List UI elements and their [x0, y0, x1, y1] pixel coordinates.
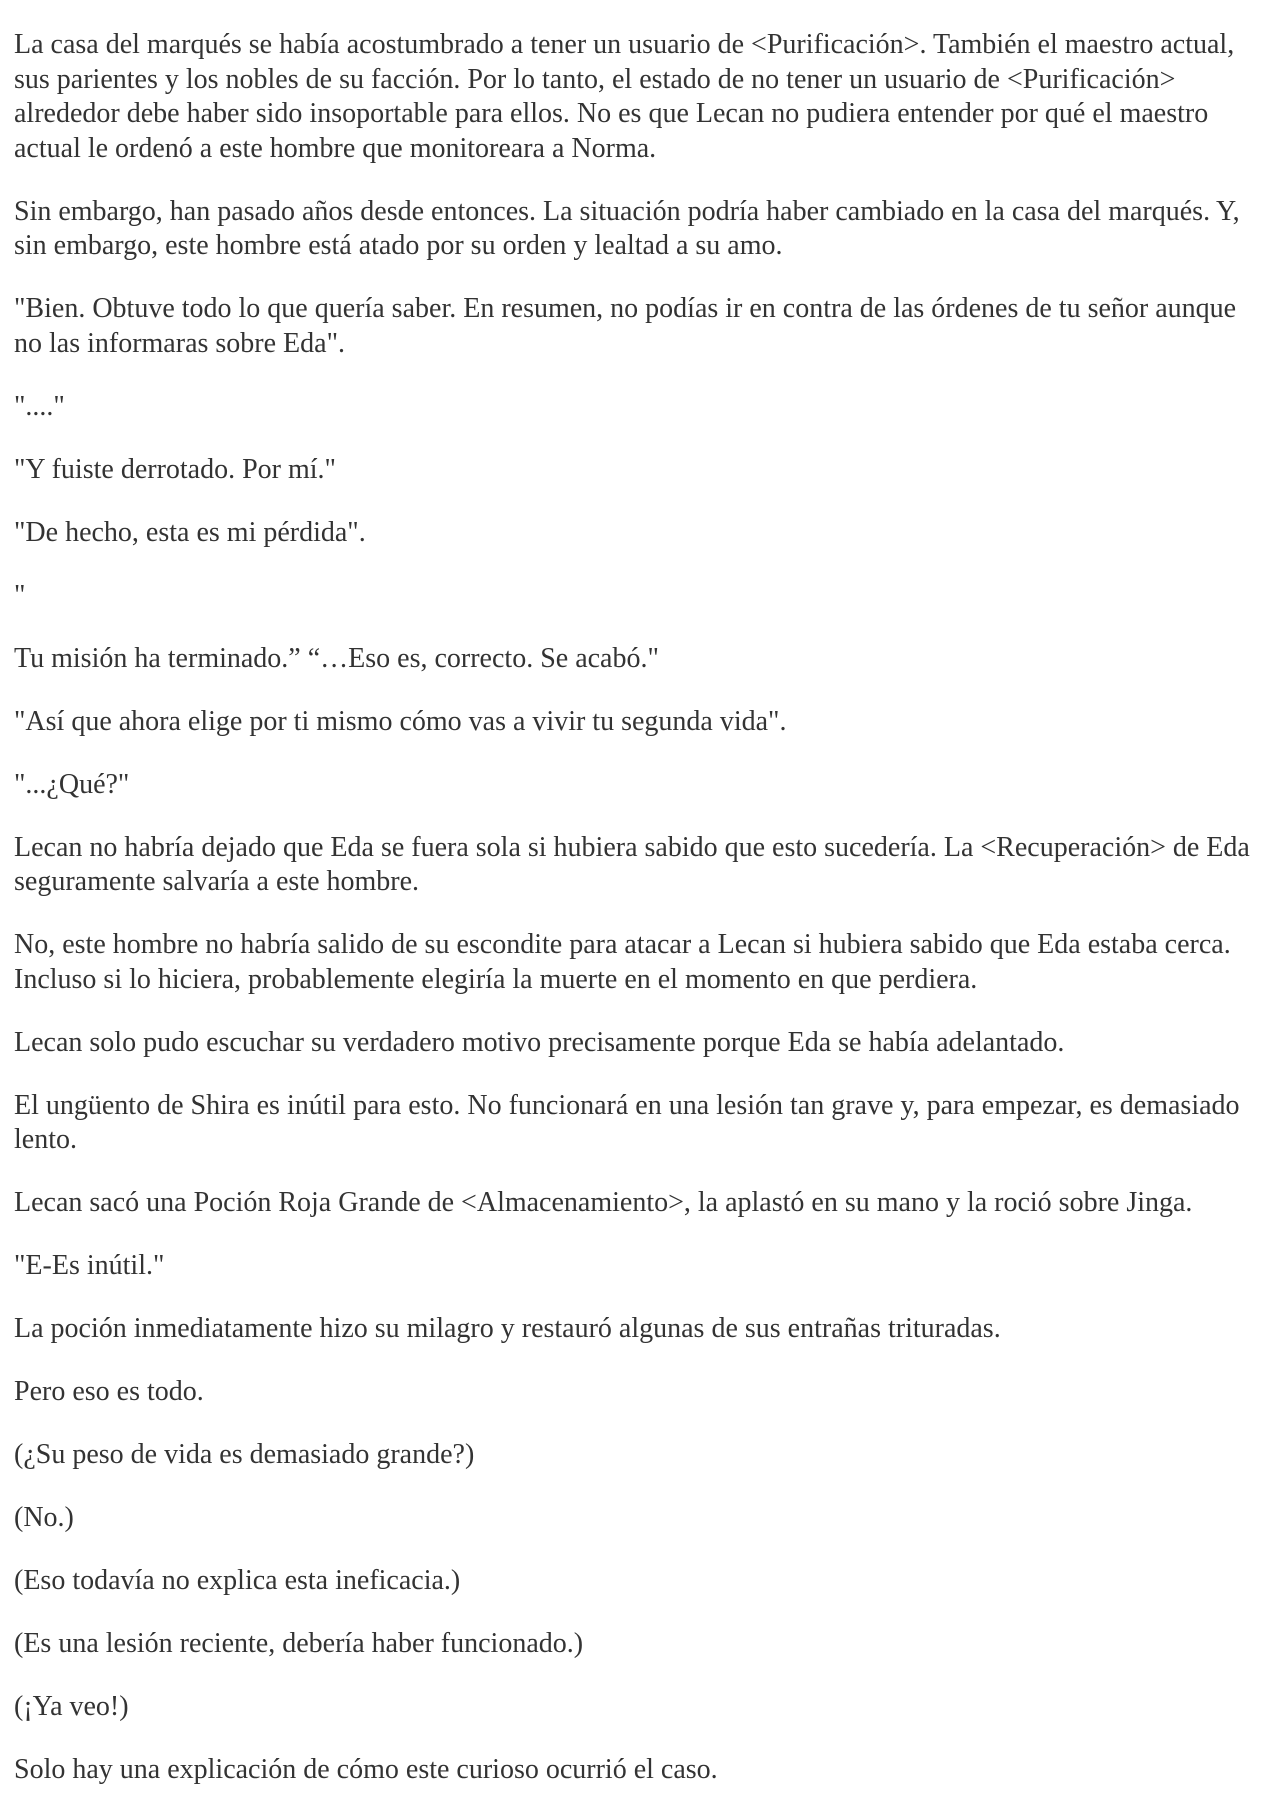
paragraph: "Así que ahora elige por ti mismo cómo vas a vivir tu segunda vida". — [14, 705, 787, 737]
paragraph: (Eso todavía no explica esta ineficacia.) — [14, 1565, 461, 1596]
paragraph: "Bien. Obtuve todo lo que quería saber. En resumen, no podías ir en contra de las órdenes de tu señor aunque no las informaras sobre Eda". — [14, 293, 1237, 359]
paragraph: Solo hay una explicación de cómo este curioso ocurrió el caso. — [14, 1754, 718, 1785]
paragraph: Tu misión ha terminado.” “…Eso es, correcto. Se acabó." — [14, 642, 659, 674]
paragraph: "...¿Qué?" — [14, 768, 130, 800]
paragraph: El ungüento de Shira es inútil para esto. No funcionará en una lesión tan grave y, para empezar, es demasiado lento. — [14, 1089, 1240, 1155]
paragraph: Lecan no habría dejado que Eda se fuera sola si hubiera sabido que esto sucedería. La <Recuperación> de Eda seguramente salvaría a este hombre. — [14, 831, 1250, 897]
paragraph: "De hecho, esta es mi pérdida". — [14, 516, 366, 548]
paragraph: La poción inmediatamente hizo su milagro y restauró algunas de sus entrañas trituradas. — [14, 1313, 1001, 1344]
paragraph: No, este hombre no habría salido de su escondite para atacar a Lecan si hubiera sabido que Eda estaba cerca. Incluso si lo hiciera, probablemente elegiría la muerte en el momento en que perdiera. — [14, 929, 1231, 995]
paragraph: Lecan sacó una Poción Roja Grande de <Almacenamiento>, la aplastó en su mano y la roció sobre Jinga. — [14, 1187, 1193, 1218]
paragraph: (¡Ya veo!) — [14, 1691, 129, 1722]
paragraph: (¿Su peso de vida es demasiado grande?) — [14, 1439, 475, 1470]
paragraph: (Es una lesión reciente, debería haber funcionado.) — [14, 1628, 584, 1659]
paragraph: (No.) — [14, 1502, 74, 1533]
paragraph: La casa del marqués se había acostumbrado a tener un usuario de <Purificación>. También el maestro actual, sus parientes y los nobles de su facción. Por lo tanto, el estado de no tener un usuario de <Purificación> alrededor debe haber sido insoportable para ellos. No es que Lecan no pudiera entender por qué el maestro actual le ordenó a este hombre que monitoreara a Norma. — [14, 29, 1235, 164]
paragraph: "...." — [14, 390, 65, 422]
paragraph: "Y fuiste derrotado. Por mí." — [14, 453, 336, 485]
paragraph: Sin embargo, han pasado años desde entonces. La situación podría haber cambiado en la casa del marqués. Y, sin embargo, este hombre está atado por su orden y lealtad a su amo. — [14, 195, 1240, 261]
paragraph: Lecan solo pudo escuchar su verdadero motivo precisamente porque Eda se había adelantado. — [14, 1026, 1065, 1058]
paragraph: "E-Es inútil." — [14, 1250, 165, 1281]
paragraph: Pero eso es todo. — [14, 1376, 204, 1407]
paragraph: " — [14, 579, 26, 611]
